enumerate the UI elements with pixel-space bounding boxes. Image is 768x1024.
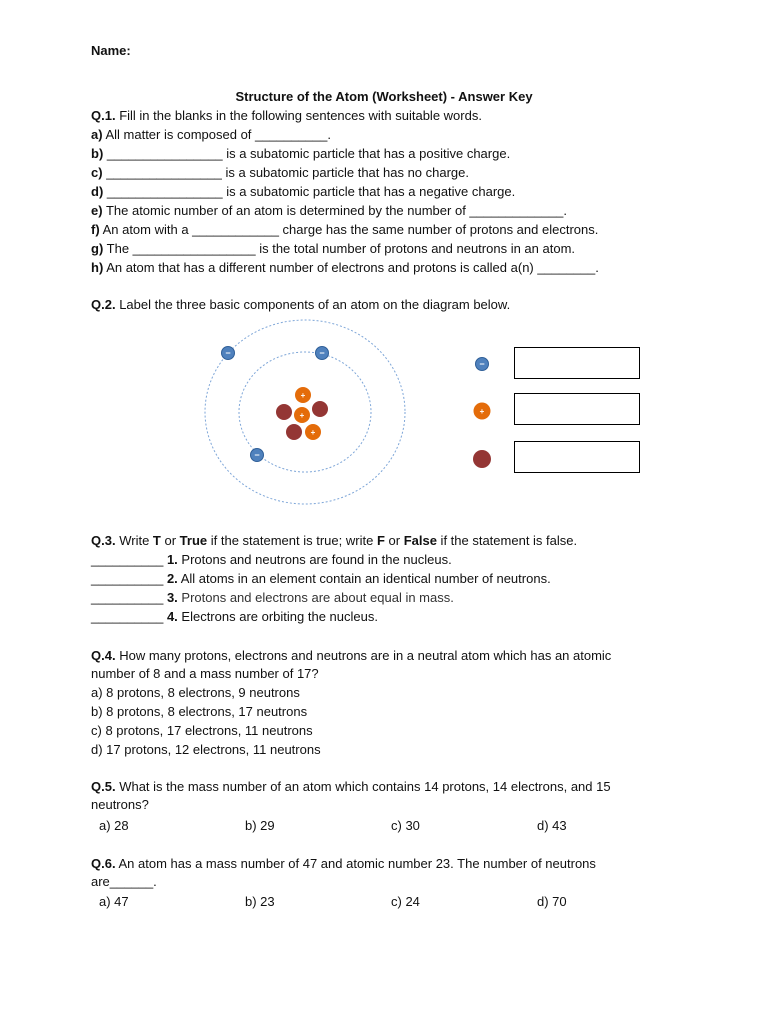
- q1-item-c: c) ________________ is a subatomic particle that has no charge.: [91, 165, 470, 180]
- proton-sign: +: [479, 407, 485, 416]
- q1-item-e: e) The atomic number of an atom is determined by the number of _____________.: [91, 203, 568, 218]
- electron-sign: −: [479, 359, 485, 369]
- q1-item-d: d) ________________ is a subatomic particle that has a negative charge.: [91, 184, 516, 199]
- q1-item-b: b) ________________ is a subatomic particle that has a positive charge.: [91, 146, 511, 161]
- q6-option-c: c) 24: [391, 894, 420, 909]
- q5-prompt: Q.5. What is the mass number of an atom which contains 14 protons, 14 electrons, and 15: [91, 779, 611, 794]
- q6-prompt: Q.6. An atom has a mass number of 47 and atomic number 23. The number of neutrons: [91, 856, 596, 871]
- q3-item-2: __________ 2. All atoms in an element contain an identical number of neutrons.: [91, 571, 551, 586]
- q1-prompt: Q.1. Fill in the blanks in the following sentences with suitable words.: [91, 108, 482, 123]
- q3-item-4: __________ 4. Electrons are orbiting the nucleus.: [91, 609, 378, 624]
- legend-neutron-icon: [473, 450, 491, 468]
- q4-option-d: d) 17 protons, 12 electrons, 11 neutrons: [91, 742, 321, 757]
- q6-option-b: b) 23: [245, 894, 275, 909]
- q5-option-a: a) 28: [99, 818, 129, 833]
- q3-item-3: __________ 3. Protons and electrons are about equal in mass.: [91, 590, 454, 605]
- neutron: [276, 404, 292, 420]
- q5-option-d: d) 43: [537, 818, 567, 833]
- worksheet-title: Structure of the Atom (Worksheet) - Answer Key: [235, 89, 533, 104]
- name-label: Name:: [91, 43, 131, 58]
- neutron-label-box[interactable]: [514, 441, 640, 473]
- q6-option-a: a) 47: [99, 894, 129, 909]
- electron-sign: −: [254, 450, 260, 460]
- neutron: [286, 424, 302, 440]
- q1-item-h: h) An atom that has a different number of electrons and protons is called a(n) ________.: [91, 260, 599, 275]
- q1-item-a: a) All matter is composed of __________.: [91, 127, 331, 142]
- q1-item-f: f) An atom with a ____________ charge has the same number of protons and electrons.: [91, 222, 599, 237]
- q4-option-a: a) 8 protons, 8 electrons, 9 neutrons: [91, 685, 300, 700]
- q4-option-c: c) 8 protons, 17 electrons, 11 neutrons: [91, 723, 313, 738]
- q4-prompt: Q.4. How many protons, electrons and neutrons are in a neutral atom which has an atomic: [91, 648, 612, 663]
- q5-option-c: c) 30: [391, 818, 420, 833]
- q5-prompt-cont: neutrons?: [91, 797, 149, 812]
- q1-item-g: g) The _________________ is the total number of protons and neutrons in an atom.: [91, 241, 576, 256]
- proton-label-box[interactable]: [514, 393, 640, 425]
- electron-label-box[interactable]: [514, 347, 640, 379]
- q3-item-1: __________ 1. Protons and neutrons are found in the nucleus.: [91, 552, 452, 567]
- q4-option-b: b) 8 protons, 8 electrons, 17 neutrons: [91, 704, 308, 719]
- q6-prompt-cont: are______.: [91, 874, 157, 889]
- q2-prompt: Q.2. Label the three basic components of an atom on the diagram below.: [91, 297, 511, 312]
- electron-sign: −: [225, 348, 231, 358]
- q4-prompt-cont: number of 8 and a mass number of 17?: [91, 666, 319, 681]
- neutron: [312, 401, 328, 417]
- q5-option-b: b) 29: [245, 818, 275, 833]
- q3-prompt: Q.3. Write T or True if the statement is true; write F or False if the statement is false.: [91, 533, 578, 548]
- q6-option-d: d) 70: [537, 894, 567, 909]
- proton-sign: +: [310, 428, 316, 437]
- proton-sign: +: [300, 391, 306, 400]
- proton-sign: +: [299, 411, 305, 420]
- electron-sign: −: [319, 348, 325, 358]
